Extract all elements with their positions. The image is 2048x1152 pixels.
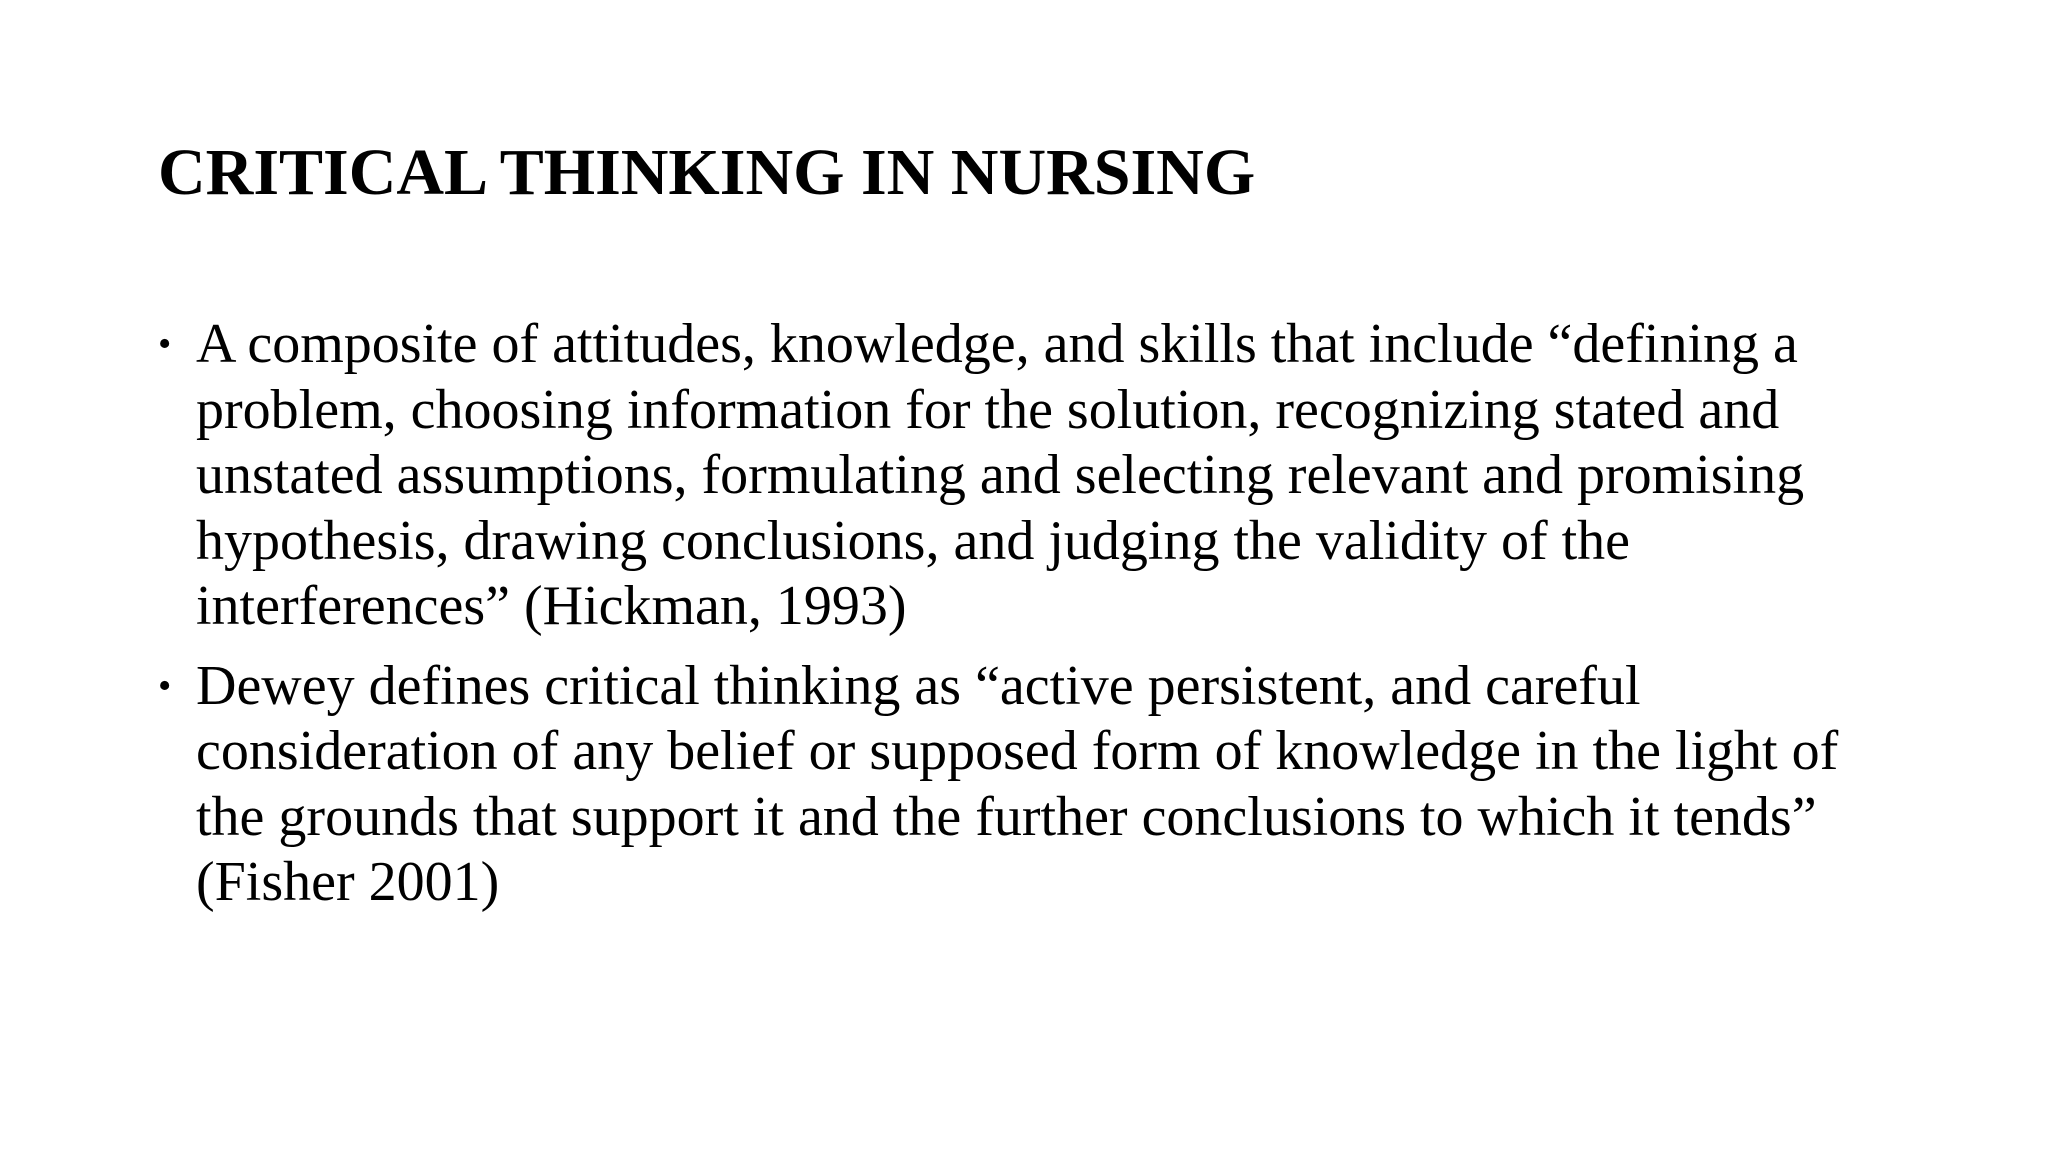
bullet-icon: • — [158, 323, 172, 365]
bullet-item-dewey-definition — [158, 654, 1908, 916]
bullet-text: Dewey defines critical thinking as “active persistent, and careful consideration of any belief or supposed form of knowledge in the light of the grounds that support it and the further conclusions to which it tends” (Fisher 2001) — [196, 654, 1839, 913]
bullet-item-hickman-definition — [158, 312, 1908, 640]
bullet-icon: • — [158, 664, 172, 707]
slide-title: CRITICAL THINKING IN NURSING — [158, 136, 1256, 209]
bullet-list — [158, 312, 1908, 930]
bullet-text: A composite of attitudes, knowledge, and skills that include “defining a problem, choosing information for the solution, recognizing stated and unstated assumptions, formulating and selecting relevant and promising hypothesis, drawing conclusions, and judging the validity of the interferences” (Hickman, 1993) — [196, 313, 1805, 637]
